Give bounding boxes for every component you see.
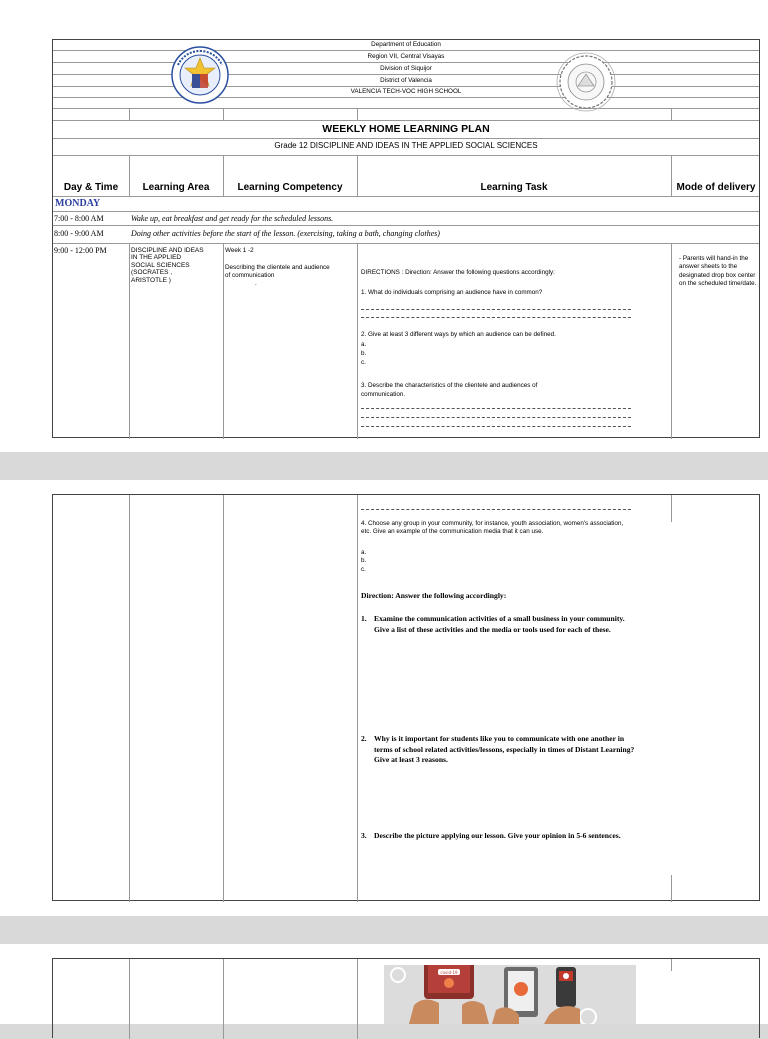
col-header-day-time: Day & Time bbox=[63, 182, 119, 193]
col-header-learning-area: Learning Area bbox=[142, 182, 210, 193]
task-directions: DIRECTIONS : Direction: Answer the following questions accordingly: bbox=[361, 269, 555, 276]
direction-2: Direction: Answer the following accordingly: bbox=[361, 591, 507, 600]
plan-table-page-1 bbox=[52, 39, 760, 438]
task-item-1: 1. Examine the communication activities of a small business in your community. Give a list of these activities and the media or tools used for each of these. bbox=[361, 614, 625, 634]
delivery-note: - Parents will hand-in the answer sheets to the designated drop box center on the scheduled time/date. bbox=[679, 255, 757, 287]
row-note-2: Doing other activities before the start of the lesson. (exercising, taking a bath, changing clothes) bbox=[131, 229, 440, 238]
page-2 bbox=[0, 480, 768, 916]
school-name: VALENCIA TECH-VOC HIGH SCHOOL bbox=[350, 88, 462, 95]
lesson-week: Week 1 -2 bbox=[225, 247, 254, 254]
communication-picture bbox=[384, 965, 636, 1024]
plan-subtitle: Grade 12 DISCIPLINE AND IDEAS IN THE APPLIED SOCIAL SCIENCES bbox=[274, 141, 538, 150]
task-item-3: 3. Describe the picture applying our lesson. Give your opinion in 5-6 sentences. bbox=[361, 831, 621, 840]
dept-name: Department of Education bbox=[371, 41, 441, 48]
task-q4-options: a. b. c. bbox=[361, 549, 367, 573]
row-time-1: 7:00 - 8:00 AM bbox=[54, 214, 104, 223]
covid-label: covid-19 bbox=[440, 970, 458, 975]
division-name: Division of Siquijor bbox=[380, 65, 432, 72]
row-note-1: Wake up, eat breakfast and get ready for the scheduled lessons. bbox=[131, 214, 334, 223]
district-name: District of Valencia bbox=[380, 77, 432, 84]
row-time-2: 8:00 - 9:00 AM bbox=[54, 229, 104, 238]
school-seal bbox=[556, 52, 616, 112]
task-item-2: 2. Why is it important for students like you to communicate with one another in terms of school related activities/lessons, especially in times of Distant Learning? Give at least 3 reasons. bbox=[361, 734, 635, 765]
plan-title: WEEKLY HOME LEARNING PLAN bbox=[322, 123, 490, 135]
task-q2-options: a. b. c. bbox=[361, 341, 367, 366]
task-q2: 2. Give at least 3 different ways by which an audience can be defined. bbox=[361, 331, 556, 338]
task-q4: 4. Choose any group in your community, for instance, youth association, women's association, etc. Give an example of the communication media that it can use. bbox=[361, 520, 624, 536]
task-q3: 3. Describe the characteristics of the clientele and audiences of communication. bbox=[361, 382, 538, 398]
plan-table-page-2 bbox=[52, 494, 760, 901]
lesson-area: DISCIPLINE AND IDEAS IN THE APPLIED SOCIAL SCIENCES (SOCRATES , ARISTOTLE ) bbox=[131, 247, 204, 284]
col-header-learning-competency: Learning Competency bbox=[237, 182, 343, 193]
deped-seal bbox=[171, 46, 229, 104]
page-1 bbox=[0, 0, 768, 452]
day-label: MONDAY bbox=[55, 198, 101, 209]
col-header-mode-of-delivery: Mode of delivery bbox=[676, 182, 756, 193]
region-name: Region VII, Central Visayas bbox=[367, 53, 445, 60]
lesson-competency: Describing the clientele and audience of communication . bbox=[225, 264, 330, 287]
page-3 bbox=[0, 944, 768, 1024]
lesson-time: 9:00 - 12:00 PM bbox=[54, 246, 107, 255]
task-q1: 1. What do individuals comprising an audience have in common? bbox=[361, 289, 543, 296]
col-header-learning-task: Learning Task bbox=[480, 182, 548, 193]
